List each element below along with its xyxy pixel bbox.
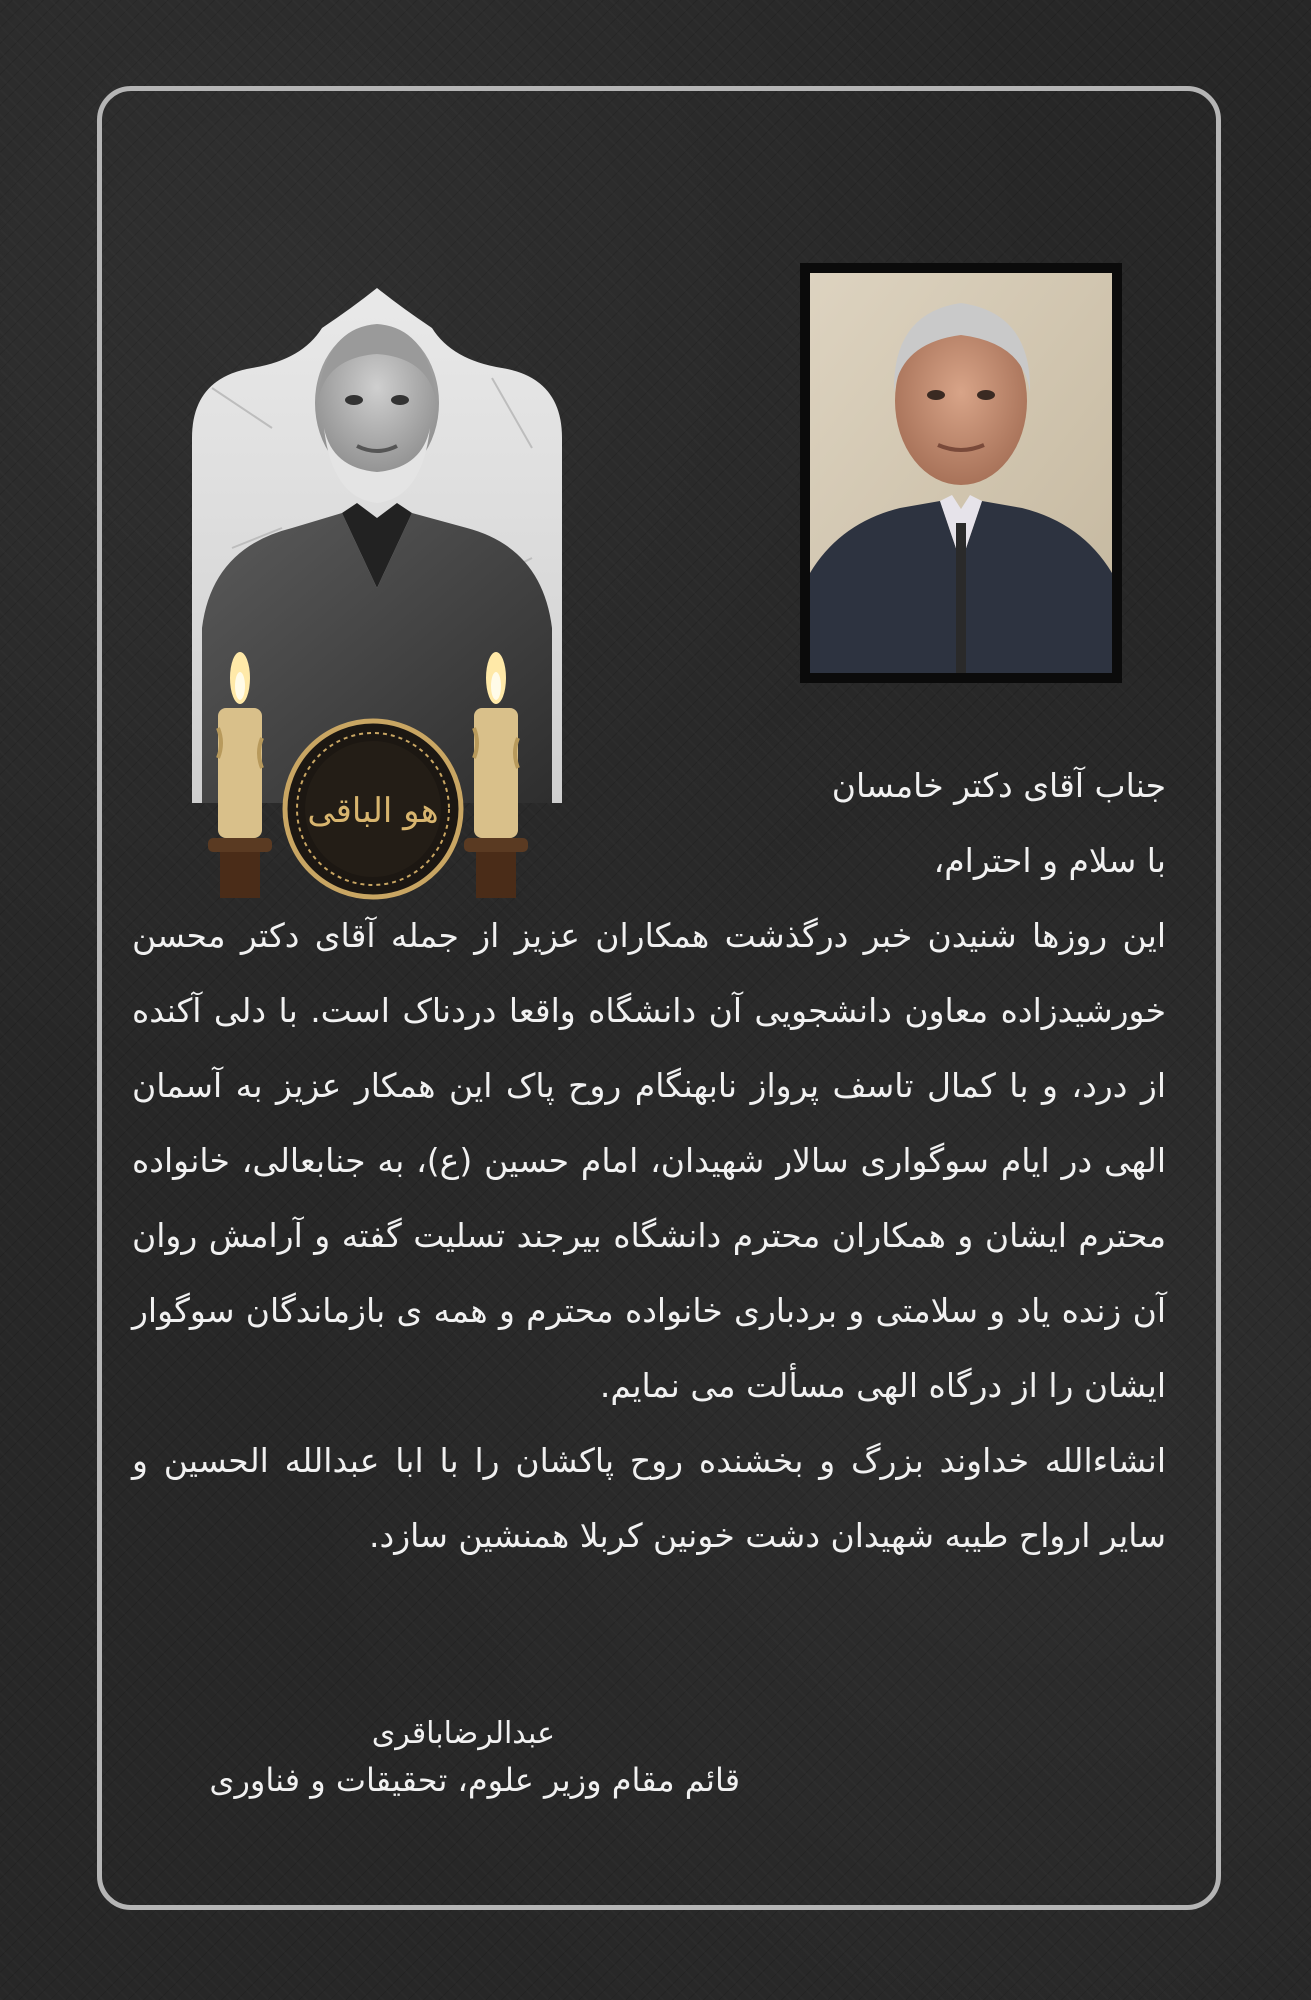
greeting: با سلام و احترام، [933,841,1166,880]
signer-name: عبدالرضاباقری [371,1716,555,1751]
letter-closing: انشاءالله خداوند بزرگ و بخشنده روح پاکشان را با ابا عبدالله الحسین و سایر ارواح طیبه شهیدان دشت خونین کربلا همنشین سازد. [132,1441,1166,1555]
letter-body: این روزها شنیدن خبر درگذشت همکاران عزیز از جمله آقای دکتر محسن خورشیدزاده معاون دانشجویی آن دانشگاه واقعا دردناک است. با دلی آکنده از درد، و با کمال تاسف پرواز نابهنگام روح پاک این همکار عزیز به آسمان الهی در ایام سوگواری سالار شهیدان، امام حسین (ع)، به جنابعالی، خانواده محترم ایشان و همکاران محترم دانشگاه بیرجند تسلیت گفته و آرامش روان آن زنده یاد و سلامتی و بردباری خانواده محترم و همه ی بازماندگان سوگوار ایشان را از درگاه الهی مسألت می نمایم. [132,916,1166,1405]
signer-title: قائم مقام وزیر علوم، تحقیقات و فناوری [209,1761,740,1799]
seal-text: هو الباقی [307,791,439,831]
condolence-letter [132,748,1166,1573]
signature-block [140,1712,740,1804]
salutation: جناب آقای دکتر خامسان [831,766,1166,805]
portrait-photo [800,263,1122,683]
portrait-photo-icon [810,273,1112,673]
